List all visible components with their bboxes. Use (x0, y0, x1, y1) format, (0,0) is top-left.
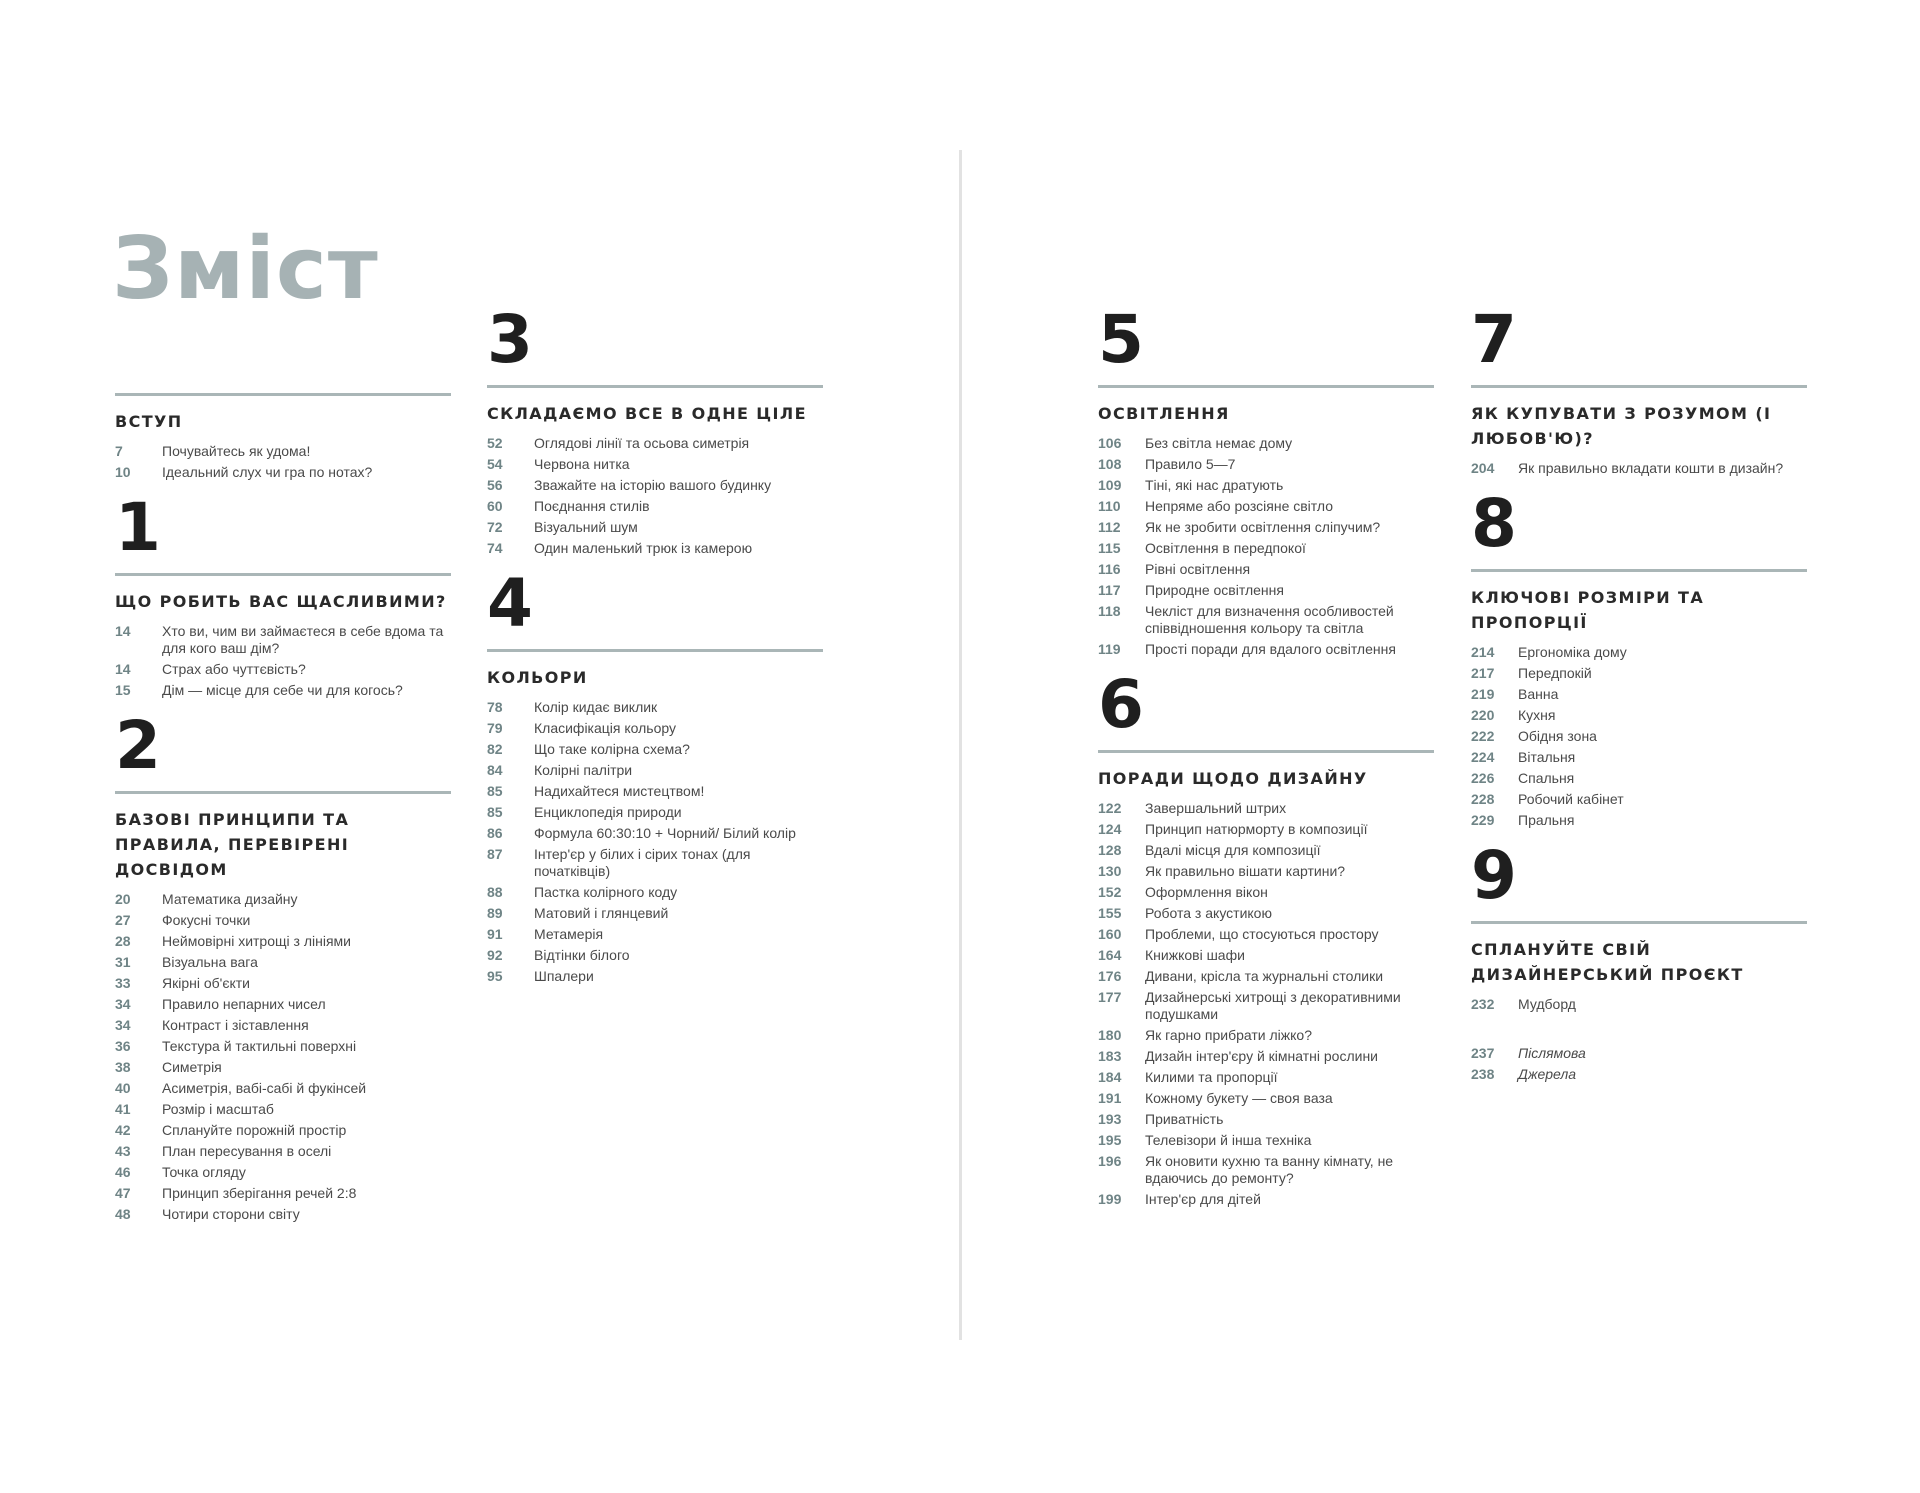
toc-entry[interactable] (115, 891, 451, 908)
chapter-number: 5 (1098, 301, 1144, 378)
entry-title: Кожному букету — своя ваза (1145, 1090, 1333, 1106)
entry-page-number: 195 (1098, 1132, 1122, 1148)
entry-title: Червона нитка (534, 456, 630, 472)
entry-title: Колір кидає виклик (534, 699, 658, 715)
chapter (1471, 837, 1807, 1013)
chapter-title: ПОРАДИ ЩОДО ДИЗАЙНУ (1098, 769, 1368, 788)
entry-page-number: 54 (487, 456, 503, 472)
toc-entry[interactable] (1098, 926, 1434, 943)
entry-title: Чекліст для визначення особливостей співвідношення кольору та світла (1145, 603, 1394, 636)
toc-entry[interactable] (115, 1206, 451, 1223)
entry-title: Як не зробити освітлення сліпучим? (1145, 519, 1381, 535)
entry-page-number: 33 (115, 975, 131, 991)
entry-page-number: 7 (115, 443, 123, 459)
entry-page-number: 217 (1471, 665, 1495, 681)
toc-entry[interactable] (487, 846, 823, 880)
entry-title: Мудборд (1518, 996, 1576, 1012)
chapter-divider (487, 385, 823, 388)
entry-title: Дизайнерські хитрощі з декоративними подушками (1145, 989, 1401, 1022)
toc-entry[interactable] (1471, 812, 1807, 829)
entry-title: Телевізори й інша техніка (1145, 1132, 1312, 1148)
page-title: Зміст (112, 219, 379, 319)
entry-title: Зважайте на історію вашого будинку (534, 477, 772, 493)
entry-page-number: 115 (1098, 540, 1121, 556)
entry-title: Хто ви, чим ви займаєтеся в себе вдома та для кого ваш дім? (162, 623, 444, 656)
toc-entry[interactable] (115, 1122, 451, 1139)
entry-page-number: 48 (115, 1206, 131, 1222)
entry-page-number: 47 (115, 1185, 131, 1201)
entry-title: Завершальний штрих (1145, 800, 1287, 816)
toc-entry[interactable] (1098, 603, 1434, 637)
entry-title: Обідня зона (1518, 728, 1597, 744)
entry-page-number: 34 (115, 996, 131, 1012)
entry-title: Робота з акустикою (1145, 905, 1272, 921)
toc-entry[interactable] (1098, 989, 1434, 1023)
entry-page-number: 180 (1098, 1027, 1122, 1043)
toc-entry[interactable] (1098, 1027, 1434, 1044)
toc-entry[interactable] (1098, 1111, 1434, 1128)
entry-page-number: 86 (487, 825, 503, 841)
chapter (115, 489, 451, 699)
entry-page-number: 14 (115, 623, 131, 639)
toc-entry[interactable] (1471, 728, 1807, 745)
toc-entry[interactable] (1098, 641, 1434, 658)
toc-entry[interactable] (487, 783, 823, 800)
entry-page-number: 28 (115, 933, 131, 949)
toc-entry[interactable] (487, 540, 823, 557)
entry-page-number: 219 (1471, 686, 1495, 702)
entry-title: Спальня (1518, 770, 1575, 786)
toc-entry[interactable] (487, 804, 823, 821)
entry-page-number: 177 (1098, 989, 1122, 1005)
toc-entry[interactable] (487, 884, 823, 901)
entry-title: Правило непарних чисел (162, 996, 326, 1012)
entry-title: Як правильно вкладати кошти в дизайн? (1518, 460, 1784, 476)
entry-title: Пастка колірного коду (534, 884, 678, 900)
entry-page-number: 60 (487, 498, 503, 514)
entry-page-number: 89 (487, 905, 503, 921)
entry-page-number: 118 (1098, 603, 1121, 619)
entry-title: Візуальна вага (162, 954, 258, 970)
entry-title: Дивани, крісла та журнальні столики (1145, 968, 1384, 984)
chapter-title: КОЛЬОРИ (487, 668, 588, 687)
entry-title: Правило 5—7 (1145, 456, 1236, 472)
chapter-divider (115, 393, 451, 396)
entry-title: Пральня (1518, 812, 1575, 828)
toc-entry[interactable] (1471, 1066, 1807, 1083)
toc-entry[interactable] (115, 1059, 451, 1076)
entry-page-number: 130 (1098, 863, 1122, 879)
entry-page-number: 237 (1471, 1045, 1495, 1061)
entry-list (115, 891, 451, 1223)
entry-title: Матовий і глянцевий (534, 905, 669, 921)
toc-entry[interactable] (1471, 460, 1807, 477)
entry-page-number: 122 (1098, 800, 1122, 816)
entry-title: Кухня (1518, 707, 1556, 723)
entry-page-number: 38 (115, 1059, 131, 1075)
toc-entry[interactable] (1098, 1191, 1434, 1208)
toc-column-4 (1471, 301, 1807, 1087)
entry-title: Післямова (1518, 1045, 1586, 1061)
entry-title: Природне освітлення (1145, 582, 1284, 598)
entry-page-number: 191 (1098, 1090, 1122, 1106)
chapter (1098, 301, 1434, 658)
chapter-divider (487, 649, 823, 652)
entry-title: Чотири сторони світу (162, 1206, 300, 1222)
entry-title: Як оновити кухню та ванну кімнату, не вдаючись до ремонту? (1145, 1153, 1394, 1186)
entry-page-number: 88 (487, 884, 503, 900)
toc-entry[interactable] (1098, 435, 1434, 452)
entry-page-number: 238 (1471, 1066, 1495, 1082)
toc-entry[interactable] (487, 519, 823, 536)
chapter-divider (1471, 385, 1807, 388)
toc-entry[interactable] (1098, 800, 1434, 817)
toc-entry[interactable] (487, 741, 823, 758)
entry-page-number: 92 (487, 947, 503, 963)
chapter-title: БАЗОВІ ПРИНЦИПИ ТА ПРАВИЛА, ПЕРЕВІРЕНІ ДОСВІДОМ (115, 810, 350, 879)
entry-page-number: 42 (115, 1122, 131, 1138)
entry-page-number: 40 (115, 1080, 131, 1096)
entry-page-number: 27 (115, 912, 131, 928)
toc-entry[interactable] (115, 1101, 451, 1118)
entry-title: Колірні палітри (534, 762, 633, 778)
toc-entry[interactable] (1098, 1090, 1434, 1107)
chapter-number: 7 (1471, 301, 1517, 378)
toc-entry[interactable] (1098, 884, 1434, 901)
chapter-divider (1098, 750, 1434, 753)
entry-title: Інтер'єр у білих і сірих тонах (для початківців) (534, 846, 751, 879)
chapter-title: ЩО РОБИТЬ ВАС ЩАСЛИВИМИ? (115, 592, 447, 611)
entry-page-number: 229 (1471, 812, 1495, 828)
entry-title: Почувайтесь як удома! (162, 443, 311, 459)
chapter-divider (115, 791, 451, 794)
entry-page-number: 117 (1098, 582, 1121, 598)
chapter (1098, 666, 1434, 1208)
entry-page-number: 10 (115, 464, 131, 480)
entry-title: Інтер'єр для дітей (1145, 1191, 1261, 1207)
toc-entry[interactable] (1098, 842, 1434, 859)
toc-entry[interactable] (1098, 456, 1434, 473)
entry-title: Ергономіка дому (1518, 644, 1627, 660)
toc-entry[interactable] (1471, 770, 1807, 787)
chapter (1471, 301, 1807, 477)
toc-entry[interactable] (115, 975, 451, 992)
entry-page-number: 56 (487, 477, 503, 493)
entry-title: План пересування в оселі (162, 1143, 332, 1159)
entry-list (1471, 996, 1807, 1013)
toc-entry[interactable] (1471, 996, 1807, 1013)
entry-title: Рівні освітлення (1145, 561, 1251, 577)
entry-page-number: 199 (1098, 1191, 1122, 1207)
chapter-divider (1471, 921, 1807, 924)
toc-entry[interactable] (1471, 1045, 1807, 1062)
chapter-number: 4 (487, 565, 533, 642)
entry-title: Передпокій (1518, 665, 1592, 681)
entry-page-number: 108 (1098, 456, 1122, 472)
entry-page-number: 128 (1098, 842, 1122, 858)
entry-title: Текстура й тактильні поверхні (162, 1038, 357, 1054)
toc-column-2 (487, 301, 823, 999)
entry-title: Принцип натюрморту в композиції (1145, 821, 1368, 837)
entry-page-number: 91 (487, 926, 503, 942)
entry-page-number: 193 (1098, 1111, 1122, 1127)
entry-title: Шпалери (534, 968, 594, 984)
entry-page-number: 52 (487, 435, 503, 451)
toc-entry[interactable] (1098, 519, 1434, 536)
entry-page-number: 106 (1098, 435, 1122, 451)
toc-entry[interactable] (487, 498, 823, 515)
entry-title: Непряме або розсіяне світло (1145, 498, 1334, 514)
entry-title: Проблеми, що стосуються простору (1145, 926, 1379, 942)
entry-page-number: 164 (1098, 947, 1122, 963)
toc-column-3 (1098, 301, 1434, 1222)
chapter-number: 2 (115, 707, 161, 784)
toc-entry[interactable] (1098, 540, 1434, 557)
entry-title: Класифікація кольору (534, 720, 677, 736)
entry-page-number: 82 (487, 741, 503, 757)
entry-page-number: 196 (1098, 1153, 1122, 1169)
entry-title: Страх або чуттєвість? (162, 661, 306, 677)
chapter-title: КЛЮЧОВІ РОЗМІРИ ТА ПРОПОРЦІЇ (1471, 588, 1705, 632)
chapter-title: ОСВІТЛЕННЯ (1098, 404, 1230, 423)
entry-page-number: 20 (115, 891, 131, 907)
toc-entry[interactable] (487, 435, 823, 452)
entry-page-number: 214 (1471, 644, 1495, 660)
toc-entry[interactable] (1098, 477, 1434, 494)
toc-entry[interactable] (1098, 1048, 1434, 1065)
chapter-title: СПЛАНУЙТЕ СВІЙ ДИЗАЙНЕРСЬКИЙ ПРОЄКТ (1471, 940, 1744, 984)
entry-page-number: 224 (1471, 749, 1495, 765)
toc-entry[interactable] (1098, 561, 1434, 578)
entry-page-number: 112 (1098, 519, 1121, 535)
toc-entry[interactable] (1098, 947, 1434, 964)
toc-entry[interactable] (115, 682, 451, 699)
entry-title: Енциклопедія природи (534, 804, 682, 820)
toc-entry[interactable] (487, 825, 823, 842)
chapter-number: 6 (1098, 666, 1144, 743)
toc-entry[interactable] (487, 762, 823, 779)
entry-title: Освітлення в передпокої (1145, 540, 1306, 556)
entry-title: Симетрія (162, 1059, 222, 1075)
entry-page-number: 160 (1098, 926, 1122, 942)
entry-page-number: 109 (1098, 477, 1122, 493)
toc-entry[interactable] (115, 1038, 451, 1055)
chapter (487, 565, 823, 985)
toc-entry[interactable] (1471, 686, 1807, 703)
toc-entry[interactable] (487, 926, 823, 943)
chapter (115, 707, 451, 1223)
entry-title: Поєднання стилів (534, 498, 650, 514)
entry-page-number: 95 (487, 968, 503, 984)
entry-page-number: 152 (1098, 884, 1122, 900)
entry-title: Сплануйте порожній простір (162, 1122, 347, 1138)
entry-page-number: 183 (1098, 1048, 1122, 1064)
entry-page-number: 14 (115, 661, 131, 677)
entry-page-number: 15 (115, 682, 131, 698)
entry-title: Вдалі місця для композиції (1145, 842, 1321, 858)
toc-entry[interactable] (115, 933, 451, 950)
entry-page-number: 110 (1098, 498, 1121, 514)
entry-title: Надихайтеся мистецтвом! (534, 783, 705, 799)
toc-entry[interactable] (115, 1080, 451, 1097)
toc-entry[interactable] (115, 623, 451, 657)
toc-entry[interactable] (487, 968, 823, 985)
toc-entry[interactable] (1098, 498, 1434, 515)
chapter-number: 1 (115, 489, 161, 566)
toc-column-1 (115, 393, 451, 1237)
entry-title: Розмір і масштаб (162, 1101, 274, 1117)
entry-page-number: 228 (1471, 791, 1495, 807)
extra-entries (1471, 1045, 1807, 1083)
entry-title: Оформлення вікон (1145, 884, 1268, 900)
toc-entry[interactable] (1098, 582, 1434, 599)
entry-page-number: 36 (115, 1038, 131, 1054)
entry-page-number: 43 (115, 1143, 131, 1159)
entry-list (1471, 460, 1807, 477)
toc-entry[interactable] (115, 996, 451, 1013)
toc-entry[interactable] (1098, 905, 1434, 922)
toc-entry[interactable] (115, 464, 451, 481)
entry-title: Метамерія (534, 926, 604, 942)
entry-title: Вітальня (1518, 749, 1576, 765)
entry-list (115, 623, 451, 699)
entry-title: Книжкові шафи (1145, 947, 1245, 963)
chapter-number: 3 (487, 301, 533, 378)
entry-page-number: 31 (115, 954, 131, 970)
entry-list (487, 699, 823, 985)
entry-title: Як правильно вішати картини? (1145, 863, 1346, 879)
entry-title: Математика дизайну (162, 891, 298, 907)
entry-page-number: 220 (1471, 707, 1495, 723)
entry-title: Точка огляду (162, 1164, 246, 1180)
toc-entry[interactable] (115, 1185, 451, 1202)
toc-entry[interactable] (487, 699, 823, 716)
toc-entry[interactable] (115, 443, 451, 460)
entry-page-number: 119 (1098, 641, 1121, 657)
entry-page-number: 222 (1471, 728, 1495, 744)
entry-page-number: 85 (487, 804, 503, 820)
chapter (115, 393, 451, 481)
entry-page-number: 87 (487, 846, 503, 862)
chapter-title: ЯК КУПУВАТИ З РОЗУМОМ (І ЛЮБОВ'Ю)? (1471, 404, 1772, 448)
entry-title: Оглядові лінії та осьова симетрія (534, 435, 750, 451)
entry-title: Як гарно прибрати ліжко? (1145, 1027, 1312, 1043)
entry-page-number: 74 (487, 540, 503, 556)
entry-title: Асиметрія, вабі-сабі й фукінсей (162, 1080, 367, 1096)
toc-entry[interactable] (487, 947, 823, 964)
chapter-title: СКЛАДАЄМО ВСЕ В ОДНЕ ЦІЛЕ (487, 404, 807, 423)
chapter (487, 301, 823, 557)
entry-page-number: 204 (1471, 460, 1495, 476)
entry-title: Неймовірні хитрощі з лініями (162, 933, 351, 949)
entry-title: Приватність (1145, 1111, 1224, 1127)
entry-title: Дизайн інтер'єру й кімнатні рослини (1145, 1048, 1378, 1064)
toc-entry[interactable] (1098, 863, 1434, 880)
entry-title: Ванна (1518, 686, 1559, 702)
entry-title: Джерела (1518, 1066, 1577, 1082)
chapter (1471, 485, 1807, 829)
entry-title: Фокусні точки (162, 912, 251, 928)
toc-entry[interactable] (487, 720, 823, 737)
entry-page-number: 184 (1098, 1069, 1122, 1085)
entry-page-number: 226 (1471, 770, 1495, 786)
entry-title: Тіні, які нас дратують (1145, 477, 1284, 493)
chapter-number: 9 (1471, 837, 1517, 914)
toc-entry[interactable] (115, 954, 451, 971)
toc-entry[interactable] (115, 1017, 451, 1034)
entry-page-number: 116 (1098, 561, 1121, 577)
entry-page-number: 176 (1098, 968, 1122, 984)
entry-page-number: 72 (487, 519, 503, 535)
toc-entry[interactable] (1098, 1132, 1434, 1149)
entry-title: Що таке колірна схема? (534, 741, 690, 757)
toc-entry[interactable] (1098, 1153, 1434, 1187)
entry-page-number: 155 (1098, 905, 1122, 921)
toc-entry[interactable] (115, 661, 451, 678)
chapter-divider (115, 573, 451, 576)
entry-list (1471, 644, 1807, 829)
entry-page-number: 84 (487, 762, 503, 778)
entry-list (1098, 435, 1434, 658)
entry-page-number: 34 (115, 1017, 131, 1033)
chapter-number: 8 (1471, 485, 1517, 562)
entry-title: Дім — місце для себе чи для когось? (162, 682, 403, 698)
entry-page-number: 41 (115, 1101, 131, 1117)
toc-entry[interactable] (487, 456, 823, 473)
entry-title: Якірні об'єкти (162, 975, 250, 991)
entry-list (115, 443, 451, 481)
entry-title: Візуальний шум (534, 519, 638, 535)
toc-entry[interactable] (1471, 707, 1807, 724)
toc-entry[interactable] (1098, 821, 1434, 838)
entry-title: Формула 60:30:10 + Чорний/ Білий колір (534, 825, 796, 841)
toc-entry[interactable] (1471, 644, 1807, 661)
toc-entry[interactable] (115, 912, 451, 929)
entry-title: Без світла немає дому (1145, 435, 1293, 451)
entry-page-number: 78 (487, 699, 503, 715)
chapter-divider (1098, 385, 1434, 388)
toc-entry[interactable] (487, 905, 823, 922)
chapter-divider (1471, 569, 1807, 572)
entry-title: Робочий кабінет (1518, 791, 1624, 807)
entry-page-number: 85 (487, 783, 503, 799)
entry-title: Принцип зберігання речей 2:8 (162, 1185, 357, 1201)
page-gutter (959, 150, 962, 1340)
entry-title: Контраст і зіставлення (162, 1017, 309, 1033)
entry-page-number: 232 (1471, 996, 1495, 1012)
entry-page-number: 124 (1098, 821, 1122, 837)
toc-entry[interactable] (487, 477, 823, 494)
toc-entry[interactable] (1098, 968, 1434, 985)
entry-list (487, 435, 823, 557)
toc-entry[interactable] (1471, 791, 1807, 808)
entry-title: Один маленький трюк із камерою (534, 540, 753, 556)
entry-title: Відтінки білого (534, 947, 630, 963)
chapter-title: ВСТУП (115, 412, 183, 431)
entry-title: Ідеальний слух чи гра по нотах? (162, 464, 373, 480)
entry-title: Килими та пропорції (1145, 1069, 1278, 1085)
toc-entry[interactable] (1098, 1069, 1434, 1086)
toc-entry[interactable] (115, 1164, 451, 1181)
toc-entry[interactable] (1471, 749, 1807, 766)
entry-page-number: 79 (487, 720, 503, 736)
entry-page-number: 46 (115, 1164, 131, 1180)
entry-list (1098, 800, 1434, 1208)
toc-entry[interactable] (1471, 665, 1807, 682)
toc-entry[interactable] (115, 1143, 451, 1160)
entry-title: Прості поради для вдалого освітлення (1145, 641, 1396, 657)
